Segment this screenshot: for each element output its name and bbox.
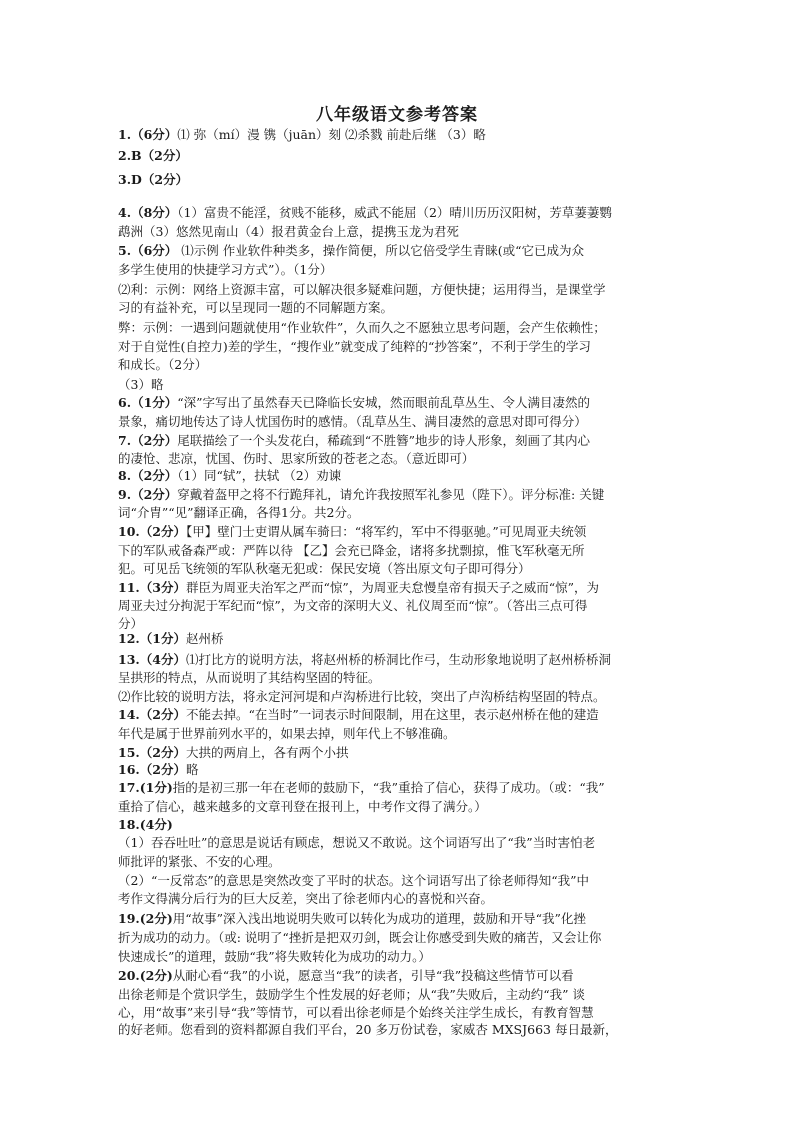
question-number: 19.	[118, 911, 140, 926]
answer-text: 弊：示例：一遇到问题就使用“作业软件”，久而久之不愿独立思考问题，会产生依赖性；	[118, 320, 606, 335]
score-label: （2分）	[139, 762, 186, 777]
score-label: （3分）	[139, 580, 186, 595]
answer-line	[118, 412, 688, 431]
answer-line	[118, 871, 688, 890]
answer-line	[118, 797, 688, 816]
answer-line	[118, 889, 688, 908]
answer-line	[118, 668, 688, 687]
answer-text: ⑴示例 作业软件种类多，操作简便，所以它倍受学生青睐(或“它已成为众	[177, 243, 584, 258]
question-number: 10.	[118, 524, 140, 539]
answer-text: 下的军队戒备森严或：严阵以待 【乙】会充已降金，诸将多扰剽掠，惟飞军秋毫无所	[118, 543, 585, 558]
question-number: 13.	[118, 652, 140, 667]
answer-line	[118, 815, 688, 834]
score-label: （2分）	[139, 707, 186, 722]
answer-line	[118, 705, 688, 724]
score-label: (1分)	[139, 780, 173, 795]
answer-text: 大拱的两肩上，各有两个小拱	[185, 745, 349, 760]
answer-text: 分）	[118, 616, 144, 631]
answer-text: 对于自觉性(自控力)差的学生，“搜作业”就变成了纯粹的“抄答案”，不利于学生的学习	[118, 339, 591, 354]
answer-text: 略	[185, 762, 199, 777]
answer-text: 心，用“故事”来引导“我”等情节，可以看出徐老师是个始终关注学生成长，有教育智慧	[118, 1005, 594, 1020]
answer-line	[118, 146, 688, 165]
answer-text: 出徐老师是个赏识学生，鼓励学生个性发展的好老师；从“我”失败后，主动约“我” 谈	[118, 987, 586, 1002]
question-number: 14.	[118, 707, 140, 722]
answer-line	[118, 852, 688, 871]
answer-line	[118, 650, 688, 669]
question-number: 17.	[118, 780, 140, 795]
answer-text: ⑴ 弥（mí）漫 镌（juān）刻 ⑵杀戮 前赴后继 （3）略	[177, 127, 486, 142]
answer-text: （1）富贵不能淫，贫贱不能移，威武不能屈（2）晴川历历汉阳树，芳草萋萋鹦	[177, 205, 612, 220]
answer-line	[118, 241, 688, 260]
score-label: (2分)	[139, 911, 173, 926]
answer-line	[118, 909, 688, 928]
answer-text: 穿戴着盔甲之将不行跪拜礼，请允许我按照军礼参见（陛下）。评分标准: 关键	[177, 487, 605, 502]
question-number: 6.	[118, 395, 132, 410]
answer-text: 师批评的紧张、不安的心理。	[118, 854, 281, 869]
answer-line	[118, 629, 688, 648]
score-label: (2分)	[139, 968, 173, 983]
score-label: （2分）	[131, 433, 178, 448]
score-label: （2分）	[131, 468, 178, 483]
answer-line	[118, 298, 688, 317]
answer-line	[118, 947, 688, 966]
question-number: 15.	[118, 745, 140, 760]
answer-line	[118, 522, 688, 541]
answer-line	[118, 503, 688, 522]
answer-line	[118, 559, 688, 578]
answer-line	[118, 170, 688, 189]
question-number: 12.	[118, 631, 140, 646]
score-label: （2分）	[141, 172, 189, 187]
answer-line	[118, 222, 688, 241]
answer-text: ⑴打比方的说明方法，将赵州桥的桥洞比作弓，生动形象地说明了赵州桥桥洞	[185, 652, 611, 667]
answer-text: 指的是初三那一年在老师的鼓励下，“我”重拾了信心，获得了成功。（或：“我”	[172, 780, 605, 795]
answer-text: 周亚夫过分拘泥于军纪而“惊”，为文帝的深明大义、礼仪周至而“惊”。（答出三点可得	[118, 598, 588, 613]
question-number: 7.	[118, 433, 132, 448]
answer-text: 用“故事”深入浅出地说明失败可以转化为成功的道理，鼓励和开导“我”化挫	[172, 911, 586, 926]
answer-line	[118, 393, 688, 412]
question-number: 2.B	[118, 148, 142, 163]
answer-text: （2）“一反常态”的意思是突然改变了平时的状态。这个词语写出了徐老师得知“我”中	[118, 873, 590, 888]
answer-line	[118, 355, 688, 374]
answer-text: 重拾了信心，越来越多的文章刊登在报刊上，中考作文得了满分。）	[118, 799, 487, 814]
answer-text: 从耐心看“我”的小说，愿意当“我”的读者，引导“我”投稿这些情节可以看	[172, 968, 574, 983]
question-number: 16.	[118, 762, 140, 777]
question-number: 11.	[118, 580, 140, 595]
question-number: 1.	[118, 127, 132, 142]
answer-text: 呈拱形的特点，从而说明了其结构坚固的特征。	[118, 670, 381, 685]
answer-text: 【甲】壁门士吏谓从属车骑曰：“将军约，军中不得驱驰。”可见周亚夫统领	[185, 524, 587, 539]
answer-text: 多学生使用的快捷学习方式”）。（1分）	[118, 262, 333, 277]
score-label: （6分）	[131, 243, 178, 258]
page-title: 八年级语文参考答案	[316, 105, 478, 125]
question-number: 9.	[118, 487, 132, 502]
answer-text: 不能去掉。“在当时”一词表示时间限制，用在这里，表示赵州桥在他的建造	[185, 707, 599, 722]
answer-line	[118, 966, 688, 985]
answer-line	[118, 985, 688, 1004]
question-number: 3.D	[118, 172, 142, 187]
score-label: （6分）	[131, 127, 178, 142]
score-label: （4分）	[139, 652, 186, 667]
score-label: (4分)	[139, 817, 173, 832]
answer-line	[118, 596, 688, 615]
answer-text: （1）吞吞吐吐”的意思是说话有顾虑，想说又不敢说。这个词语写出了“我”当时害怕老	[118, 835, 596, 850]
answer-text: （1）同“轼”，扶轼 （2）劝谏	[177, 468, 342, 483]
answer-text: 考作文得满分后行为的巨大反差，突出了徐老师内心的喜悦和兴奋。	[118, 891, 494, 906]
answer-line	[118, 125, 688, 144]
answer-text: 的凄怆、悲凉，忧国、伤时、思家所致的苍老之态。（意近即可）	[118, 451, 475, 466]
answer-text: 赵州桥	[185, 631, 224, 646]
score-label: （1分）	[131, 395, 178, 410]
answer-text: 景象，痛切地传达了诗人忧国伤时的感情。（乱草丛生、满目凄然的意思对即可得分）	[118, 414, 587, 429]
answer-line	[118, 778, 688, 797]
answer-line	[118, 578, 688, 597]
answer-text: “深”字写出了虽然春天已降临长安城，然而眼前乱草丛生、令人满目凄然的	[177, 395, 591, 410]
answer-line	[118, 724, 688, 743]
answer-line	[118, 431, 688, 450]
question-number: 8.	[118, 468, 132, 483]
answer-text: ⑵作比较的说明方法，将永定河河堤和卢沟桥进行比较，突出了卢沟桥结构坚固的特点。	[118, 689, 606, 704]
answer-text: ⑵利：示例：网络上资源丰富，可以解决很多疑难问题，方便快捷；运用得当，是课堂学	[118, 282, 606, 297]
answer-text: 词“介胄”“见”翻译正确，各得1分。共2分。	[118, 505, 360, 520]
score-label: （2分）	[131, 487, 178, 502]
score-label: （1分）	[139, 631, 186, 646]
answer-text: 和成长。（2分）	[118, 357, 208, 372]
score-label: （2分）	[139, 745, 186, 760]
answer-line	[118, 260, 688, 279]
answer-text: 犯。可见岳飞统领的军队秋毫无犯或：保民安境（答出原文句子即可得分）	[118, 561, 531, 576]
answer-line	[118, 687, 688, 706]
answer-text: 的好老师。您看到的资料都源自我们平台，20 多万份试卷，家威杏 MXSJ663 每日最新，	[118, 1022, 618, 1037]
question-number: 20.	[118, 968, 140, 983]
answer-text: 习的有益补充，可以呈现同一题的不同解题方案。	[118, 300, 394, 315]
question-number: 4.	[118, 205, 132, 220]
answer-text: 快速成长”的道理，鼓励“我”将失败转化为成功的动力。）	[118, 949, 431, 964]
answer-line	[118, 485, 688, 504]
score-label: （2分）	[141, 148, 188, 163]
question-number: 5.	[118, 243, 132, 258]
answer-text: 鹉洲（3）悠然见南山（4）报君黄金台上意，提携玉龙为君死	[118, 224, 459, 239]
answer-line	[118, 337, 688, 356]
answer-text: 尾联描绘了一个头发花白，稀疏到“不胜簪”地步的诗人形象，刻画了其内心	[177, 433, 591, 448]
answer-line	[118, 1020, 688, 1039]
score-label: （8分）	[131, 205, 178, 220]
answer-line	[118, 928, 688, 947]
answer-line	[118, 375, 688, 394]
answer-line	[118, 541, 688, 560]
answer-line	[118, 203, 688, 222]
question-number: 18.	[118, 817, 140, 832]
answer-line	[118, 280, 688, 299]
answer-line	[118, 833, 688, 852]
answer-line	[118, 318, 688, 337]
answer-text: 群臣为周亚夫治军之严而“惊”，为周亚夫怠慢皇帝有损天子之威而“惊”，为	[185, 580, 600, 595]
answer-text: 折为成功的动力。（或: 说明了“挫折是把双刃剑，既会让你感受到失败的痛苦，又会让你	[118, 930, 602, 945]
answer-line	[118, 466, 688, 485]
answer-text: （3）略	[118, 377, 164, 392]
answer-text: 年代是属于世界前列水平的，如果去掉，则年代上不够准确。	[118, 726, 456, 741]
score-label: （2分）	[139, 524, 186, 539]
answer-line	[118, 760, 688, 779]
